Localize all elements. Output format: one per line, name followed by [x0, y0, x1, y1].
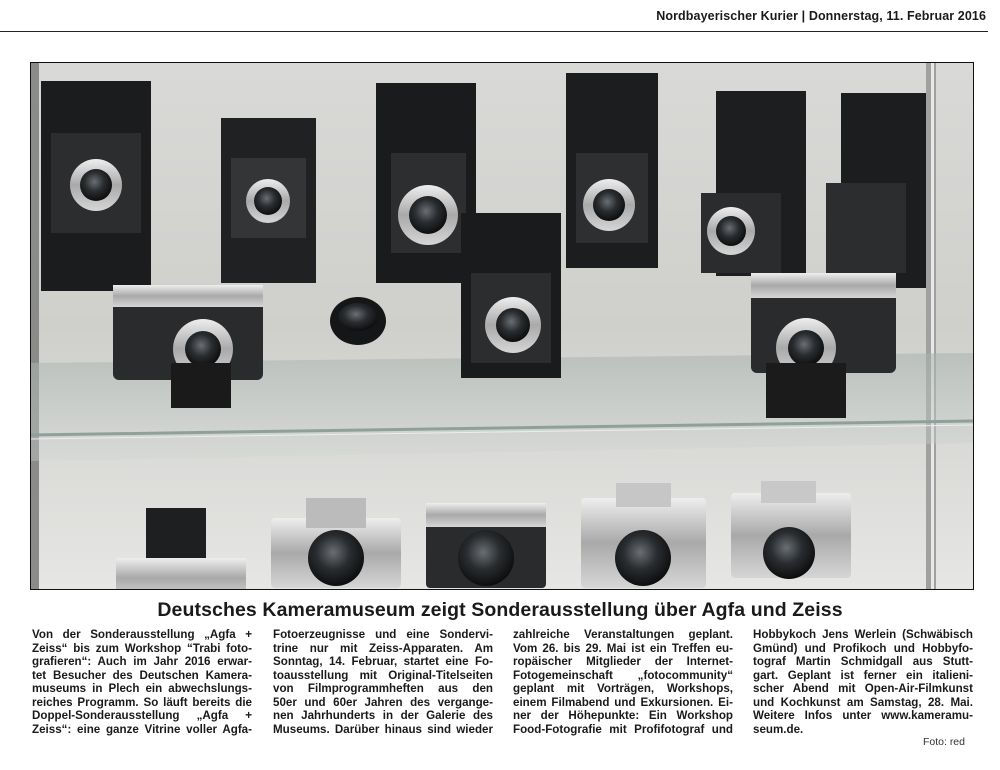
- text-line: reiches Programm. So läuft bereits die: [32, 695, 252, 709]
- text-line: museums in Plech ein abwechslungs-: [32, 682, 252, 695]
- article-headline: Deutsches Kameramuseum zeigt Sonderausstellung über Agfa und Zeiss: [157, 599, 843, 621]
- text-line: seum.de.: [753, 722, 804, 736]
- text-line: Museums. Darüber hinaus sind wieder: [273, 722, 493, 736]
- text-line: toausstellung mit Original-Titelseiten: [273, 668, 493, 682]
- text-line: und Kochkunst am Samstag, 28. Mai.: [753, 695, 973, 709]
- text-line: Zeiss“ bis zum Workshop “Trabi foto-: [32, 641, 252, 655]
- text-line: tet Besucher des Deutschen Kamera-: [32, 668, 252, 682]
- text-line: tograf Martin Schmidgall aus Stutt-: [753, 655, 973, 668]
- text-line: Doppel-Sonderausstellung „Agfa +: [32, 709, 252, 722]
- folding-camera-4: [566, 73, 658, 268]
- folding-camera-center: [461, 213, 561, 378]
- article-column-1: [32, 628, 252, 736]
- folding-camera-1: [41, 81, 151, 291]
- text-line: Von der Sonderausstellung „Agfa +: [32, 628, 252, 641]
- folding-camera-5: [701, 91, 806, 276]
- text-line: Weitere Infos unter www.kameramu-: [753, 709, 973, 722]
- text-line: ner der Höhepunkte: Ein Workshop: [513, 709, 733, 722]
- slr-camera-5: [731, 481, 851, 579]
- newspaper-header: Nordbayerischer Kurier | Donnerstag, 11. Februar 2016: [656, 9, 986, 23]
- article-column-2: [273, 628, 493, 736]
- text-line: Sonntag, 14. Februar, startet eine Fo-: [273, 655, 493, 668]
- slr-camera-3: [426, 503, 546, 588]
- text-line: von Filmprogrammheften aus den: [273, 682, 493, 695]
- text-line: Hobbykoch Jens Werlein (Schwäbisch: [753, 628, 973, 641]
- article-column-3: [513, 628, 733, 736]
- text-line: zahlreiche Veranstaltungen geplant.: [513, 628, 733, 641]
- folding-camera-6: [826, 93, 926, 288]
- camera-showcase-photo: [30, 62, 974, 590]
- text-line: Vom 26. bis 29. Mai ist ein Treffen eu-: [513, 641, 733, 655]
- photo-credit: Foto: red: [922, 736, 965, 748]
- text-line: grafieren“: Auch im Jahr 2016 erwar-: [32, 655, 252, 668]
- text-line: Zeiss“: eine ganze Vitrine voller Agfa-: [32, 722, 252, 736]
- text-line: ropäischer Mitglieder der Internet-: [513, 655, 733, 668]
- folding-camera-2: [221, 118, 316, 283]
- text-line: Fotoerzeugnisse und eine Sondervi-: [273, 628, 493, 641]
- text-line: 50er und 60er Jahren des vergange-: [273, 695, 493, 709]
- text-line: geplant mit Vorträgen, Workshops,: [513, 682, 733, 695]
- article-column-4: [753, 628, 973, 736]
- article-body: [32, 628, 972, 753]
- text-line: Food-Fotografie mit Profifotograf und: [513, 722, 733, 736]
- header-divider: [0, 31, 988, 32]
- text-line: nen Jahrhunderts in der Galerie des: [273, 709, 493, 722]
- text-line: scher Abend mit Open-Air-Filmkunst: [753, 682, 973, 695]
- text-line: Gmünd) und Profikoch und Hobbyfo-: [753, 641, 973, 655]
- text-line: gart. Geplant ist ferner ein italieni-: [753, 668, 973, 682]
- slr-camera-4: [581, 483, 706, 588]
- text-line: Fotogemeinschaft „fotocommunity“: [513, 668, 733, 682]
- text-line: trine nur mit Zeiss-Apparaten. Am: [273, 641, 493, 655]
- text-line: einem Filmabend und Exkursionen. Ei-: [513, 695, 733, 709]
- lens-piece: [330, 297, 386, 345]
